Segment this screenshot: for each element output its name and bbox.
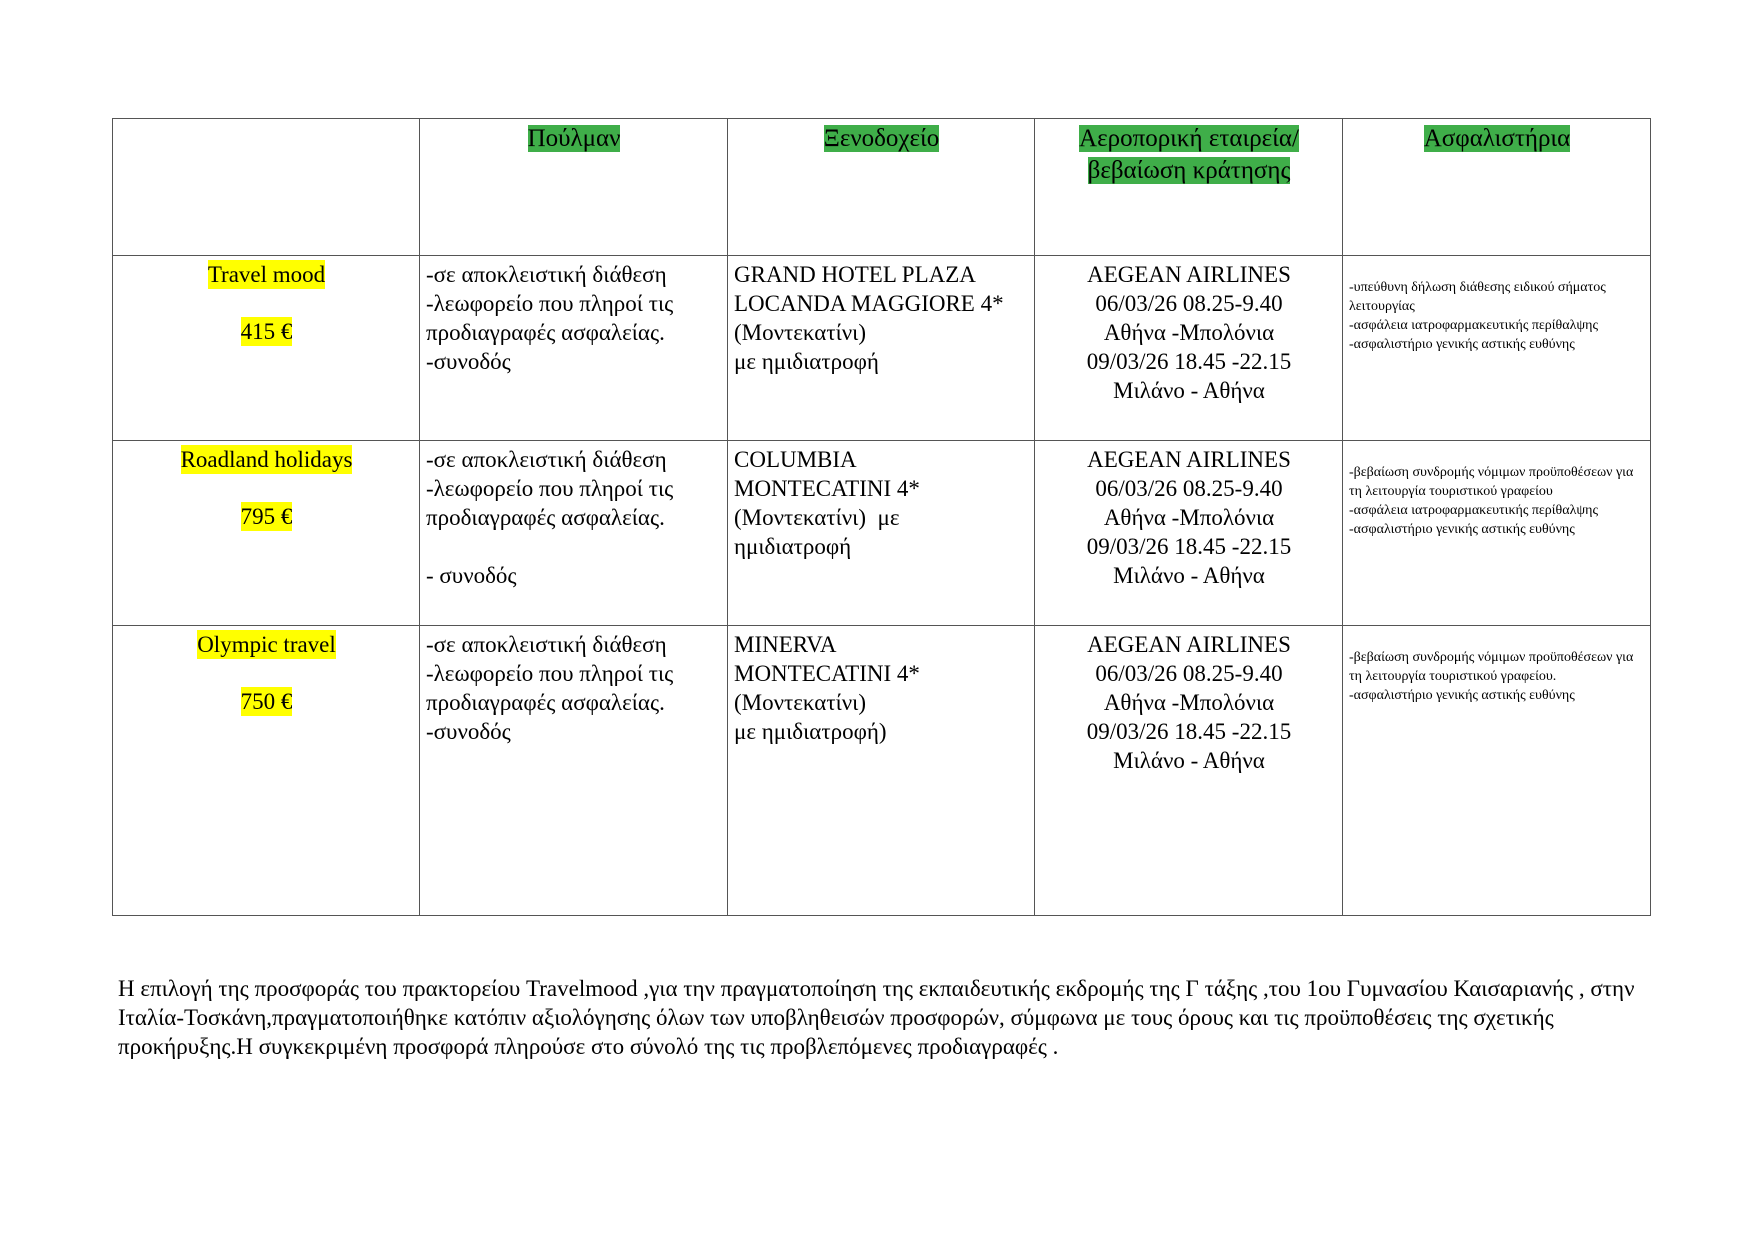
hotel-line: GRAND HOTEL PLAZA: [734, 262, 976, 287]
bus-line: -σε αποκλειστική διάθεση: [426, 632, 667, 657]
bus-cell: [420, 441, 728, 626]
insurance-cell: [1343, 626, 1651, 916]
header-row: [113, 119, 1651, 256]
agency-name: Olympic travel: [197, 632, 336, 657]
flight-cell: [1035, 626, 1343, 916]
hotel-line: MONTECATINI 4*: [734, 476, 920, 501]
bus-line: -συνοδός: [426, 719, 511, 744]
header-empty-cell: [113, 119, 420, 256]
header-hotel-label: Ξενοδοχείο: [823, 125, 940, 152]
bus-line: προδιαγραφές ασφαλείας.: [426, 320, 665, 345]
header-airline: [1035, 119, 1343, 256]
hotel-cell: [728, 626, 1035, 916]
flight-line: Μιλάνο - Αθήνα: [1113, 563, 1265, 588]
agency-price: 415 €: [240, 319, 293, 344]
flight-line: Αθήνα -Μπολόνια: [1103, 505, 1275, 530]
bus-cell: [420, 256, 728, 441]
hotel-line: MONTECATINI 4*: [734, 661, 920, 686]
flight-line: Μιλάνο - Αθήνα: [1113, 748, 1265, 773]
agency-cell: [113, 441, 420, 626]
table-row: [113, 256, 1651, 441]
hotel-line: (Μοντεκατίνι) με: [734, 505, 900, 530]
header-bus: [420, 119, 728, 256]
header-insurance-label: Ασφαλιστήρια: [1423, 125, 1571, 152]
insurance-cell: [1343, 256, 1651, 441]
insurance-line: -ασφάλεια ιατροφαρμακευτικής περίθαλψης: [1349, 318, 1599, 333]
flight-line: 06/03/26 08.25-9.40: [1095, 476, 1283, 501]
header-bus-label: Πούλμαν: [527, 125, 621, 152]
agency-price: 795 €: [240, 504, 293, 529]
bus-line: [426, 532, 722, 561]
insurance-cell: [1343, 441, 1651, 626]
flight-line: 09/03/26 18.45 -22.15: [1086, 719, 1292, 744]
flight-line: AEGEAN AIRLINES: [1087, 262, 1291, 287]
bus-line: -σε αποκλειστική διάθεση: [426, 262, 667, 287]
agency-name: Roadland holidays: [180, 447, 353, 472]
insurance-line: -υπεύθυνη δήλωση διάθεσης ειδικού σήματος λειτουργίας: [1349, 280, 1606, 314]
bus-cell: [420, 626, 728, 916]
flight-line: Μιλάνο - Αθήνα: [1113, 378, 1265, 403]
flight-line: Αθήνα -Μπολόνια: [1103, 320, 1275, 345]
flight-cell: [1035, 256, 1343, 441]
header-insurance: [1343, 119, 1651, 256]
hotel-line: με ημιδιατροφή): [734, 719, 887, 744]
insurance-line: -ασφάλεια ιατροφαρμακευτικής περίθαλψης: [1349, 503, 1599, 518]
insurance-line: -βεβαίωση συνδρομής νόμιμων προϋποθέσεων για τη λειτουργία τουριστικού γραφείου: [1349, 465, 1634, 499]
bus-line: -λεωφορείο που πληροί τις: [426, 661, 674, 686]
hotel-line: COLUMBIA: [734, 447, 857, 472]
bus-line: -συνοδός: [426, 349, 511, 374]
hotel-cell: [728, 441, 1035, 626]
bus-line: -λεωφορείο που πληροί τις: [426, 291, 674, 316]
table-row: [113, 626, 1651, 916]
agency-cell: [113, 626, 420, 916]
flight-line: Αθήνα -Μπολόνια: [1103, 690, 1275, 715]
table-row: [113, 441, 1651, 626]
agency-cell: [113, 256, 420, 441]
offers-table: [112, 118, 1651, 916]
flight-line: 09/03/26 18.45 -22.15: [1086, 349, 1292, 374]
bus-line: προδιαγραφές ασφαλείας.: [426, 690, 665, 715]
hotel-line: ημιδιατροφή: [734, 534, 852, 559]
insurance-line: -ασφαλιστήριο γενικής αστικής ευθύνης: [1349, 522, 1575, 537]
insurance-line: -ασφαλιστήριο γενικής αστικής ευθύνης: [1349, 688, 1575, 703]
hotel-line: με ημιδιατροφή: [734, 349, 879, 374]
header-hotel: [728, 119, 1035, 256]
insurance-line: -ασφαλιστήριο γενικής αστικής ευθύνης: [1349, 337, 1575, 352]
flight-line: 06/03/26 08.25-9.40: [1095, 291, 1283, 316]
flight-line: AEGEAN AIRLINES: [1087, 447, 1291, 472]
agency-name: Travel mood: [207, 262, 326, 287]
hotel-line: (Μοντεκατίνι): [734, 690, 867, 715]
flight-line: AEGEAN AIRLINES: [1087, 632, 1291, 657]
hotel-line: (Μοντεκατίνι): [734, 320, 867, 345]
bus-line: -σε αποκλειστική διάθεση: [426, 447, 667, 472]
hotel-cell: [728, 256, 1035, 441]
header-airline-label: Αεροπορική εταιρεία/βεβαίωση κράτησης: [1079, 125, 1299, 184]
flight-line: 09/03/26 18.45 -22.15: [1086, 534, 1292, 559]
bus-line: -λεωφορείο που πληροί τις: [426, 476, 674, 501]
hotel-line: MINERVA: [734, 632, 837, 657]
flight-line: 06/03/26 08.25-9.40: [1095, 661, 1283, 686]
flight-cell: [1035, 441, 1343, 626]
conclusion-paragraph: Η επιλογή της προσφοράς του πρακτορείου Travelmood ,για την πραγματοποίηση της εκπαιδευτικής εκδρομής της Γ τάξης ,του 1ου Γυμνασίου Καισαριανής , στην Ιταλία-Τοσκάνη,πραγματοποιήθηκε κατόπιν αξιολόγησης όλων των υποβληθεισών προσφορών, σύμφωνα με τους όρους και τις προϋποθέσεις της σχετικής προκήρυξης.Η συγκεκριμένη προσφορά πληρούσε στο σύνολό της τις προβλεπόμενες προδιαγραφές .: [118, 976, 1635, 1059]
bus-line: - συνοδός: [426, 563, 517, 588]
hotel-line: LOCANDA MAGGIORE 4*: [734, 291, 1004, 316]
insurance-line: -βεβαίωση συνδρομής νόμιμων προϋποθέσεων για τη λειτουργία τουριστικού γραφείου.: [1349, 650, 1634, 684]
agency-price: 750 €: [240, 689, 293, 714]
bus-line: προδιαγραφές ασφαλείας.: [426, 505, 665, 530]
